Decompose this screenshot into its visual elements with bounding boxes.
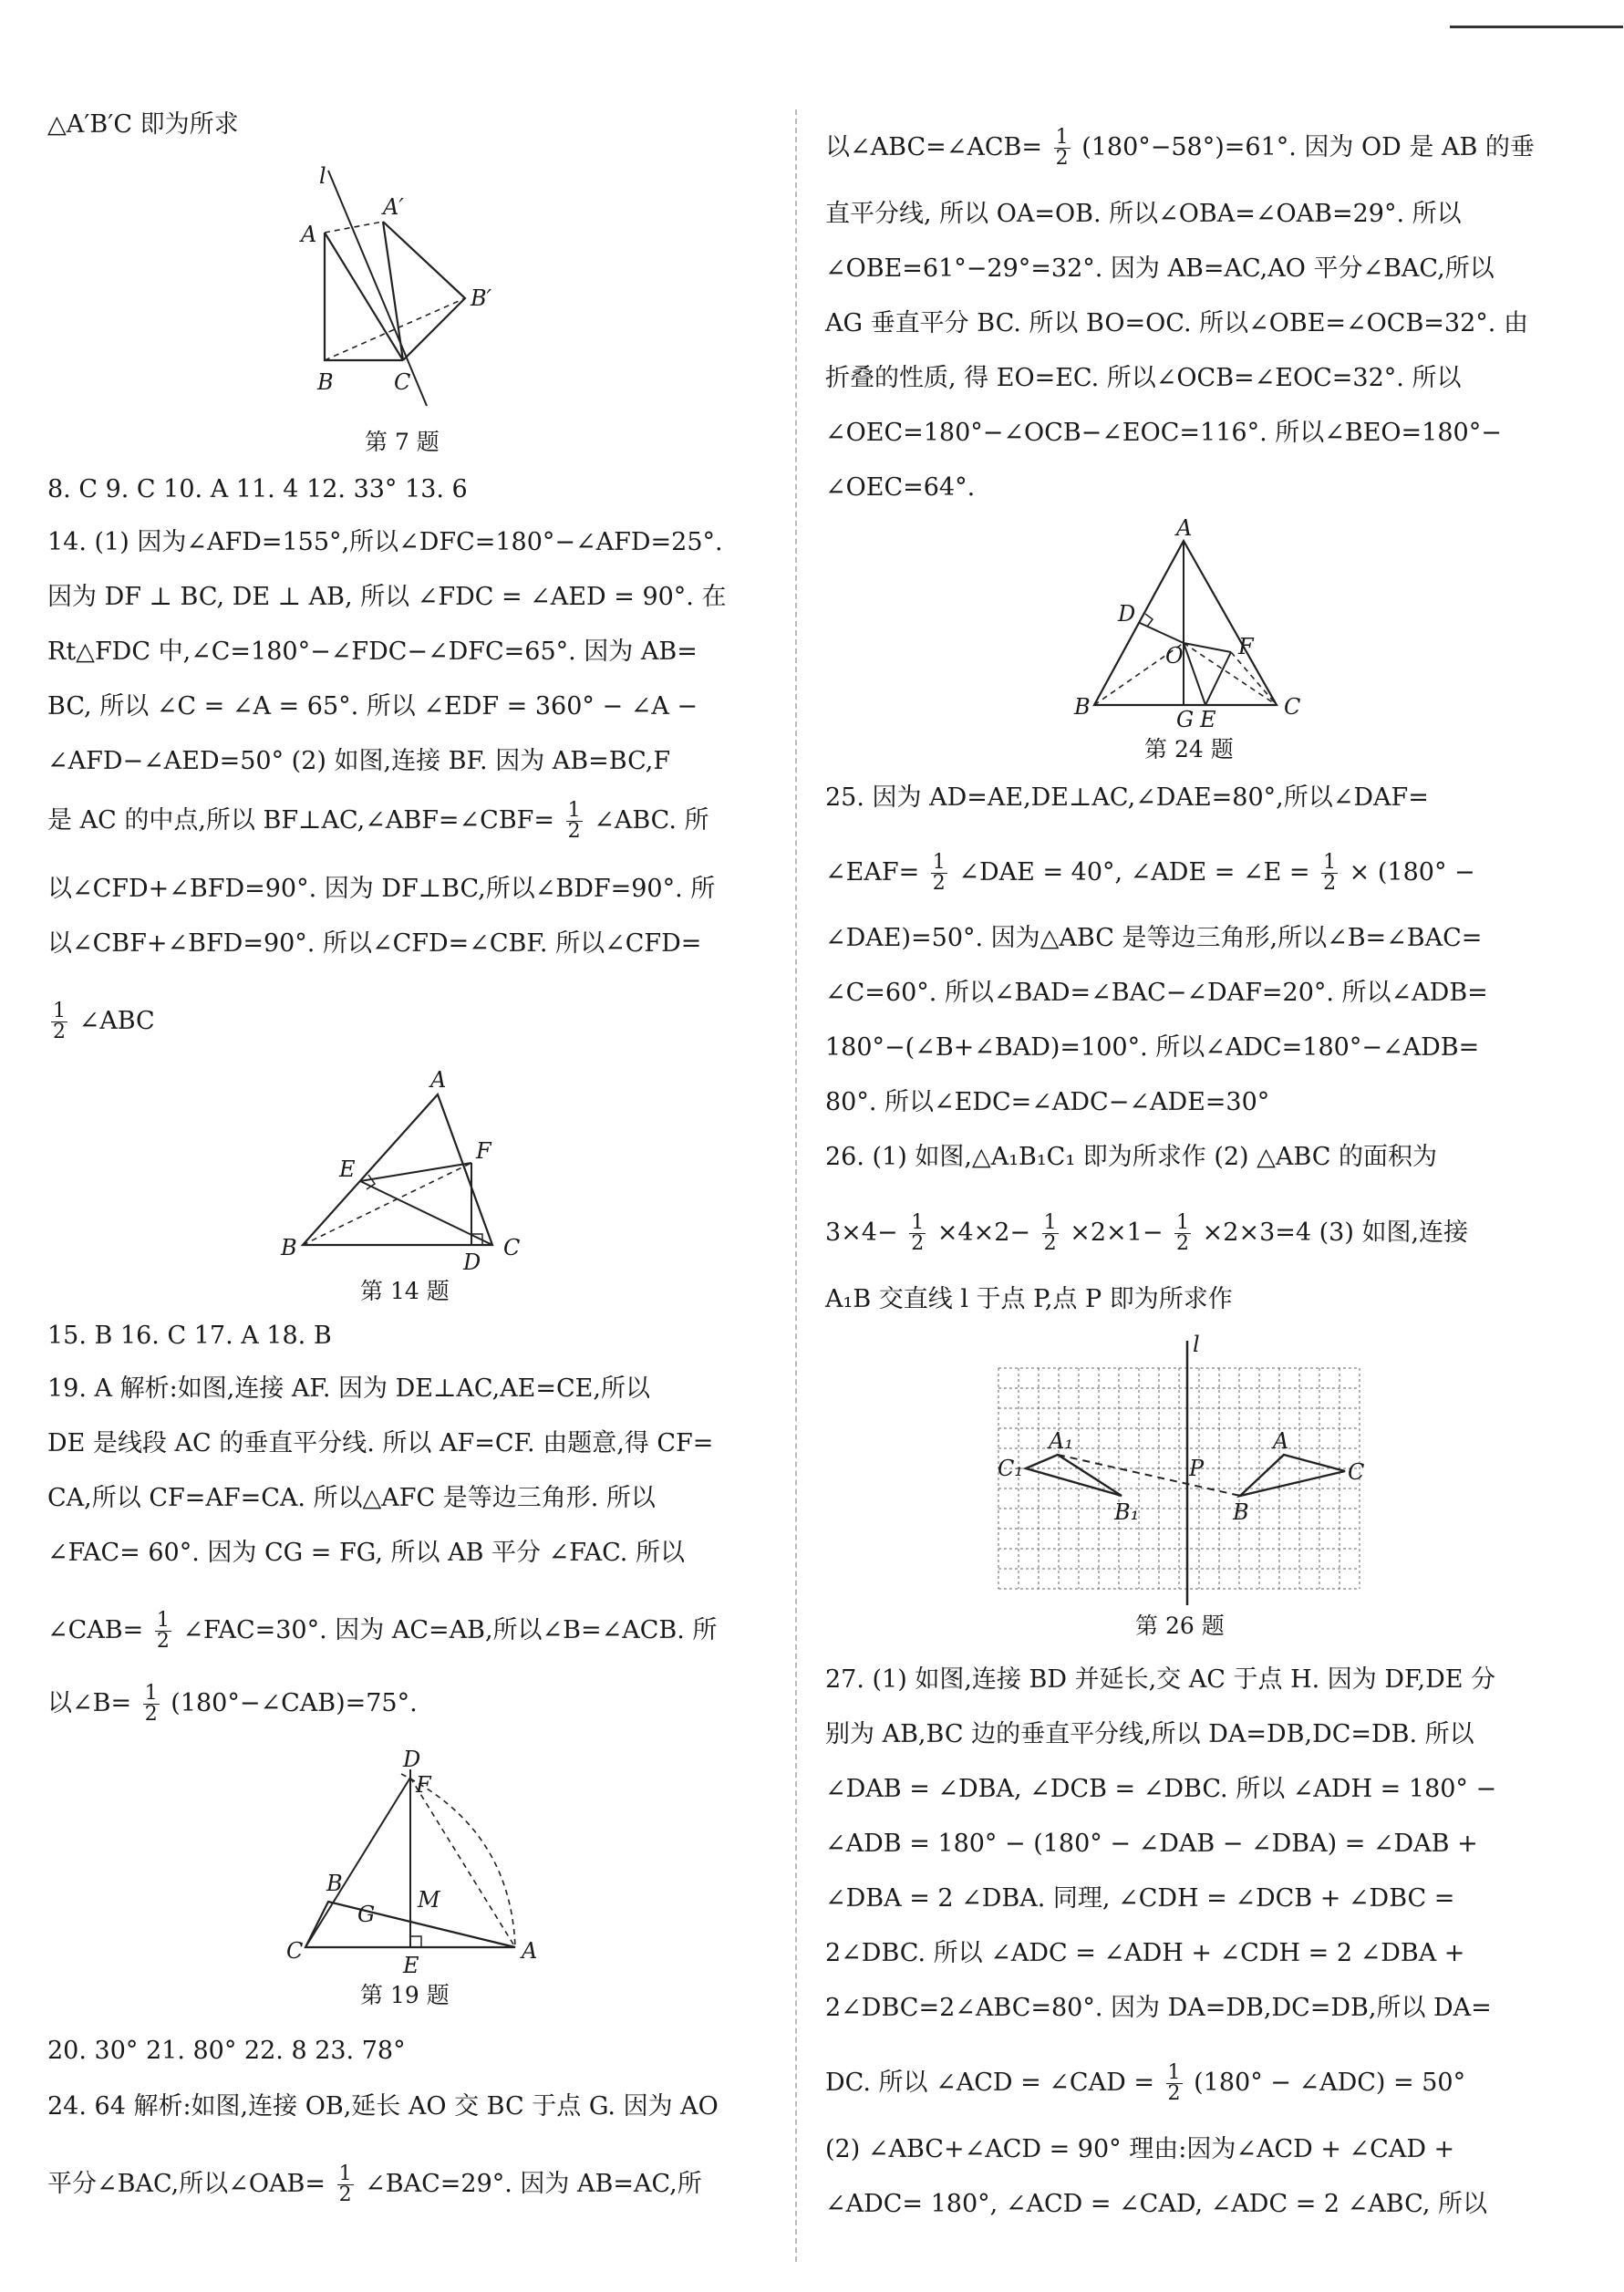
right-angle-mark <box>410 1936 421 1947</box>
fraction-half: $\frac{1}{2}$ <box>53 1000 66 1043</box>
fraction-half: $\frac{1}{2}$ <box>932 851 946 895</box>
dashed-arc <box>401 1774 515 1947</box>
label-a-prime: A′ <box>383 194 404 220</box>
q14-line-3: Rt△FDC 中,∠C=180°−∠FDC−∠DFC=65°. 因为 AB= <box>47 638 698 666</box>
q14-line-6 <box>47 801 709 842</box>
segment-oe <box>1184 643 1205 705</box>
q19-line-3: CA,所以 CF=AF=CA. 所以△AFC 是等边三角形. 所以 <box>47 1484 656 1512</box>
label-p: P <box>1189 1456 1205 1481</box>
q25-line-6: 80°. 所以∠EDC=∠ADC−∠ADE=30° <box>825 1088 1270 1116</box>
q27-line-7: 2∠DBC=2∠ABC=80°. 因为 DA=DB,DC=DB,所以 DA= <box>825 1994 1492 2022</box>
label-c: C <box>394 369 411 395</box>
label-c1: C₁ <box>998 1456 1023 1481</box>
label-f: F <box>1238 634 1254 659</box>
label-e: E <box>403 1953 419 1978</box>
label-b1: B₁ <box>1114 1499 1140 1525</box>
q27-line-8: DC. 所以 ∠ACD = ∠CAD = $\frac{1}{2}$ (180° − ∠ADC) = 50° <box>825 2061 1466 2105</box>
figure-26 <box>994 1332 1377 1605</box>
label-g: G <box>357 1902 376 1927</box>
label-a: A <box>522 1938 538 1964</box>
label-a: A <box>1176 515 1193 541</box>
q24-line-9: ∠OEC=64°. <box>825 473 976 502</box>
q14-line-2: 因为 DF ⊥ BC, DE ⊥ AB, 所以 ∠FDC = ∠AED = 90°. 在 <box>47 583 727 611</box>
segment-ef <box>360 1163 471 1181</box>
label-g: G <box>1176 707 1195 732</box>
triangle-a1b1c <box>383 222 465 360</box>
top-rule <box>1450 26 1623 28</box>
q24-line-4: 直平分线, 所以 OA=OB. 所以∠OBA=∠OAB=29°. 所以 <box>825 200 1462 228</box>
q25-line-4: ∠C=60°. 所以∠BAD=∠BAC−∠DAF=20°. 所以∠ADB= <box>825 979 1488 1007</box>
q27-line-10: ∠ADC= 180°, ∠ACD = ∠CAD, ∠ADC = 2 ∠ABC, 所以 <box>825 2190 1487 2218</box>
label-c: C <box>286 1938 304 1964</box>
label-a1: A₁ <box>1049 1428 1073 1454</box>
line-q6-result: △A′B′C 即为所求 <box>47 110 239 139</box>
label-m: M <box>418 1887 440 1913</box>
q24-line-6: AG 垂直平分 BC. 所以 BO=OC. 所以∠OBE=∠OCB=32°. 由 <box>825 309 1528 337</box>
grid <box>998 1368 1360 1589</box>
triangle-abc <box>1240 1455 1345 1496</box>
figure-19 <box>274 1747 547 1978</box>
q27-line-4: ∠ADB = 180° − (180° − ∠DAB − ∠DBA) = ∠DAB + <box>825 1830 1478 1858</box>
q26-line-1: 26. (1) 如图,△A₁B₁C₁ 即为所求作 (2) △ABC 的面积为 <box>825 1143 1438 1171</box>
label-a: A <box>430 1067 447 1093</box>
q14-line-7: 以∠CFD+∠BFD=90°. 因为 DF⊥BC,所以∠BDF=90°. 所 <box>47 875 716 903</box>
column-divider <box>795 109 797 2262</box>
label-f: F <box>476 1138 491 1164</box>
q26-line-2: 3×4− $\frac{1}{2}$ ×4×2− $\frac{1}{2}$ ×2×1− $\frac{1}{2}$ ×2×3=4 (3) 如图,连接 <box>825 1211 1469 1255</box>
triangle-abc-side <box>325 233 403 360</box>
triangle-a1b1c1 <box>1026 1455 1122 1496</box>
fraction-half: $\frac{1}{2}$ <box>144 1682 158 1726</box>
q27-line-5: ∠DBA = 2 ∠DBA. 同理, ∠CDH = ∠DCB + ∠DBC = <box>825 1884 1455 1913</box>
dashed-fa <box>410 1778 515 1947</box>
q27-line-6: 2∠DBC. 所以 ∠ADC = ∠ADH + ∠CDH = 2 ∠DBA + <box>825 1939 1465 1967</box>
answers-8-13: 8. C 9. C 10. A 11. 4 12. 33° 13. 6 <box>47 475 468 503</box>
figure-7-caption: 第 7 题 <box>365 429 440 455</box>
label-b: B <box>1074 694 1091 720</box>
triangle-abc <box>303 1094 492 1245</box>
label-a: A <box>301 222 317 247</box>
q14-line-5: ∠AFD−∠AED=50° (2) 如图,连接 BF. 因为 AB=BC,F <box>47 747 671 775</box>
fraction-half: $\frac{1}{2}$ <box>1043 1211 1057 1255</box>
fraction-half: $\frac{1}{2}$ <box>1055 126 1069 170</box>
q25-line-2: ∠EAF= $\frac{1}{2}$ ∠DAE = 40°, ∠ADE = ∠E = $\frac{1}{2}$ × (180° − <box>825 851 1475 895</box>
q27-line-3: ∠DAB = ∠DBA, ∠DCB = ∠DBC. 所以 ∠ADH = 180° − <box>825 1775 1497 1803</box>
answers-15-18: 15. B 16. C 17. A 18. B <box>47 1322 332 1350</box>
q19-line-2: DE 是线段 AC 的垂直平分线. 所以 AF=CF. 由题意,得 CF= <box>47 1429 714 1457</box>
q24-line-8: ∠OEC=180°−∠OCB−∠EOC=116°. 所以∠BEO=180°− <box>825 419 1502 447</box>
label-b: B <box>326 1871 343 1896</box>
fraction-half: $\frac{1}{2}$ <box>1323 851 1337 895</box>
figure-24-caption: 第 24 题 <box>1144 736 1234 762</box>
figure-24 <box>1067 515 1304 732</box>
q24-line-3: 以∠ABC=∠ACB= $\frac{1}{2}$ (180°−58°)=61°. 因为 OD 是 AB 的垂 <box>825 126 1535 170</box>
q27-line-2: 别为 AB,BC 边的垂直平分线,所以 DA=DB,DC=DB. 所以 <box>825 1720 1474 1748</box>
figure-19-caption: 第 19 题 <box>360 1982 450 2008</box>
label-e: E <box>339 1156 356 1182</box>
label-a: A <box>1273 1428 1289 1454</box>
segment-do <box>1140 623 1184 643</box>
figure-14 <box>274 1067 574 1277</box>
right-angle-mark <box>1145 614 1153 627</box>
q14-line-4: BC, 所以 ∠C = ∠A = 65°. 所以 ∠EDF = 360° − ∠A − <box>47 692 698 721</box>
q14-line-9 <box>47 1001 155 1042</box>
q27-line-1: 27. (1) 如图,连接 BD 并延长,交 AC 于点 H. 因为 DF,DE 分 <box>825 1665 1496 1694</box>
label-l: l <box>1193 1332 1200 1357</box>
q14-line-6b: ∠ABC. 所 <box>594 806 709 835</box>
q24-line-1: 24. 64 解析:如图,连接 OB,延长 AO 交 BC 于点 G. 因为 AO <box>47 2092 719 2121</box>
q14-line-9-text: ∠ABC <box>78 1007 155 1035</box>
q14-line-6a: 是 AC 的中点,所以 BF⊥AC,∠ABF=∠CBF= <box>47 806 555 835</box>
fraction-half: $\frac{1}{2}$ <box>1176 1211 1190 1255</box>
q25-line-5: 180°−(∠B+∠BAD)=100°. 所以∠ADC=180°−∠ADB= <box>825 1033 1480 1062</box>
fraction-half: $\frac{1}{2}$ <box>1167 2061 1181 2105</box>
answers-20-23: 20. 30° 21. 80° 22. 8 23. 78° <box>47 2037 406 2065</box>
q25-line-1: 25. 因为 AD=AE,DE⊥AC,∠DAE=80°,所以∠DAF= <box>825 783 1429 812</box>
triangle-a1b1c-side <box>383 222 403 360</box>
q14-line-1: 14. (1) 因为∠AFD=155°,所以∠DFC=180°−∠AFD=25°. <box>47 528 723 556</box>
q26-line-3: A₁B 交直线 l 于点 P,点 P 即为所求作 <box>825 1285 1233 1313</box>
q24-line-2: 平分∠BAC,所以∠OAB= $\frac{1}{2}$ ∠BAC=29°. 因为 AB=AC,所 <box>47 2162 702 2206</box>
figure-14-caption: 第 14 题 <box>360 1278 450 1304</box>
fraction-half: $\frac{1}{2}$ <box>911 1211 925 1255</box>
label-d: D <box>463 1250 481 1275</box>
q19-line-4: ∠FAC= 60°. 因为 CG = FG, 所以 AB 平分 ∠FAC. 所以 <box>47 1539 685 1567</box>
segment-of <box>1184 643 1231 652</box>
label-d: D <box>403 1747 421 1772</box>
label-e: E <box>1200 707 1216 732</box>
label-d: D <box>1118 601 1136 627</box>
label-b-prime: B′ <box>471 285 492 311</box>
q24-line-7: 折叠的性质, 得 EO=EC. 所以∠OCB=∠EOC=32°. 所以 <box>825 364 1462 392</box>
q27-line-9: (2) ∠ABC+∠ACD = 90° 理由:因为∠ACD + ∠CAD + <box>825 2135 1455 2163</box>
q24-line-5: ∠OBE=61°−29°=32°. 因为 AB=AC,AO 平分∠BAC,所以 <box>825 254 1495 283</box>
q25-line-3: ∠DAE)=50°. 因为△ABC 是等边三角形,所以∠B=∠BAC= <box>825 924 1483 952</box>
label-f: F <box>416 1772 431 1798</box>
label-c: C <box>1348 1459 1365 1485</box>
dashed-a1b <box>1058 1455 1240 1496</box>
dashed-bf <box>303 1163 471 1245</box>
fraction-half: $\frac{1}{2}$ <box>338 2162 352 2206</box>
q19-line-1: 19. A 解析:如图,连接 AF. 因为 DE⊥AC,AE=CE,所以 <box>47 1374 650 1403</box>
label-c: C <box>1284 694 1301 720</box>
fraction-half: $\frac{1}{2}$ <box>567 799 581 843</box>
q14-line-8: 以∠CBF+∠BFD=90°. 所以∠CFD=∠CBF. 所以∠CFD= <box>47 929 702 958</box>
label-b: B <box>317 369 334 395</box>
line-l <box>328 171 427 406</box>
label-c: C <box>503 1235 521 1260</box>
figure-26-caption: 第 26 题 <box>1135 1613 1225 1639</box>
label-l: l <box>319 163 326 189</box>
fraction-half: $\frac{1}{2}$ <box>156 1609 170 1653</box>
q19-line-5: ∠CAB= $\frac{1}{2}$ ∠FAC=30°. 因为 AC=AB,所以∠B=∠ACB. 所 <box>47 1609 718 1653</box>
q19-line-6: 以∠B= $\frac{1}{2}$ (180°−∠CAB)=75°. <box>47 1682 418 1726</box>
figure-7 <box>292 160 529 433</box>
label-o: O <box>1165 643 1184 669</box>
label-b: B <box>1233 1499 1249 1525</box>
label-b: B <box>281 1235 297 1260</box>
